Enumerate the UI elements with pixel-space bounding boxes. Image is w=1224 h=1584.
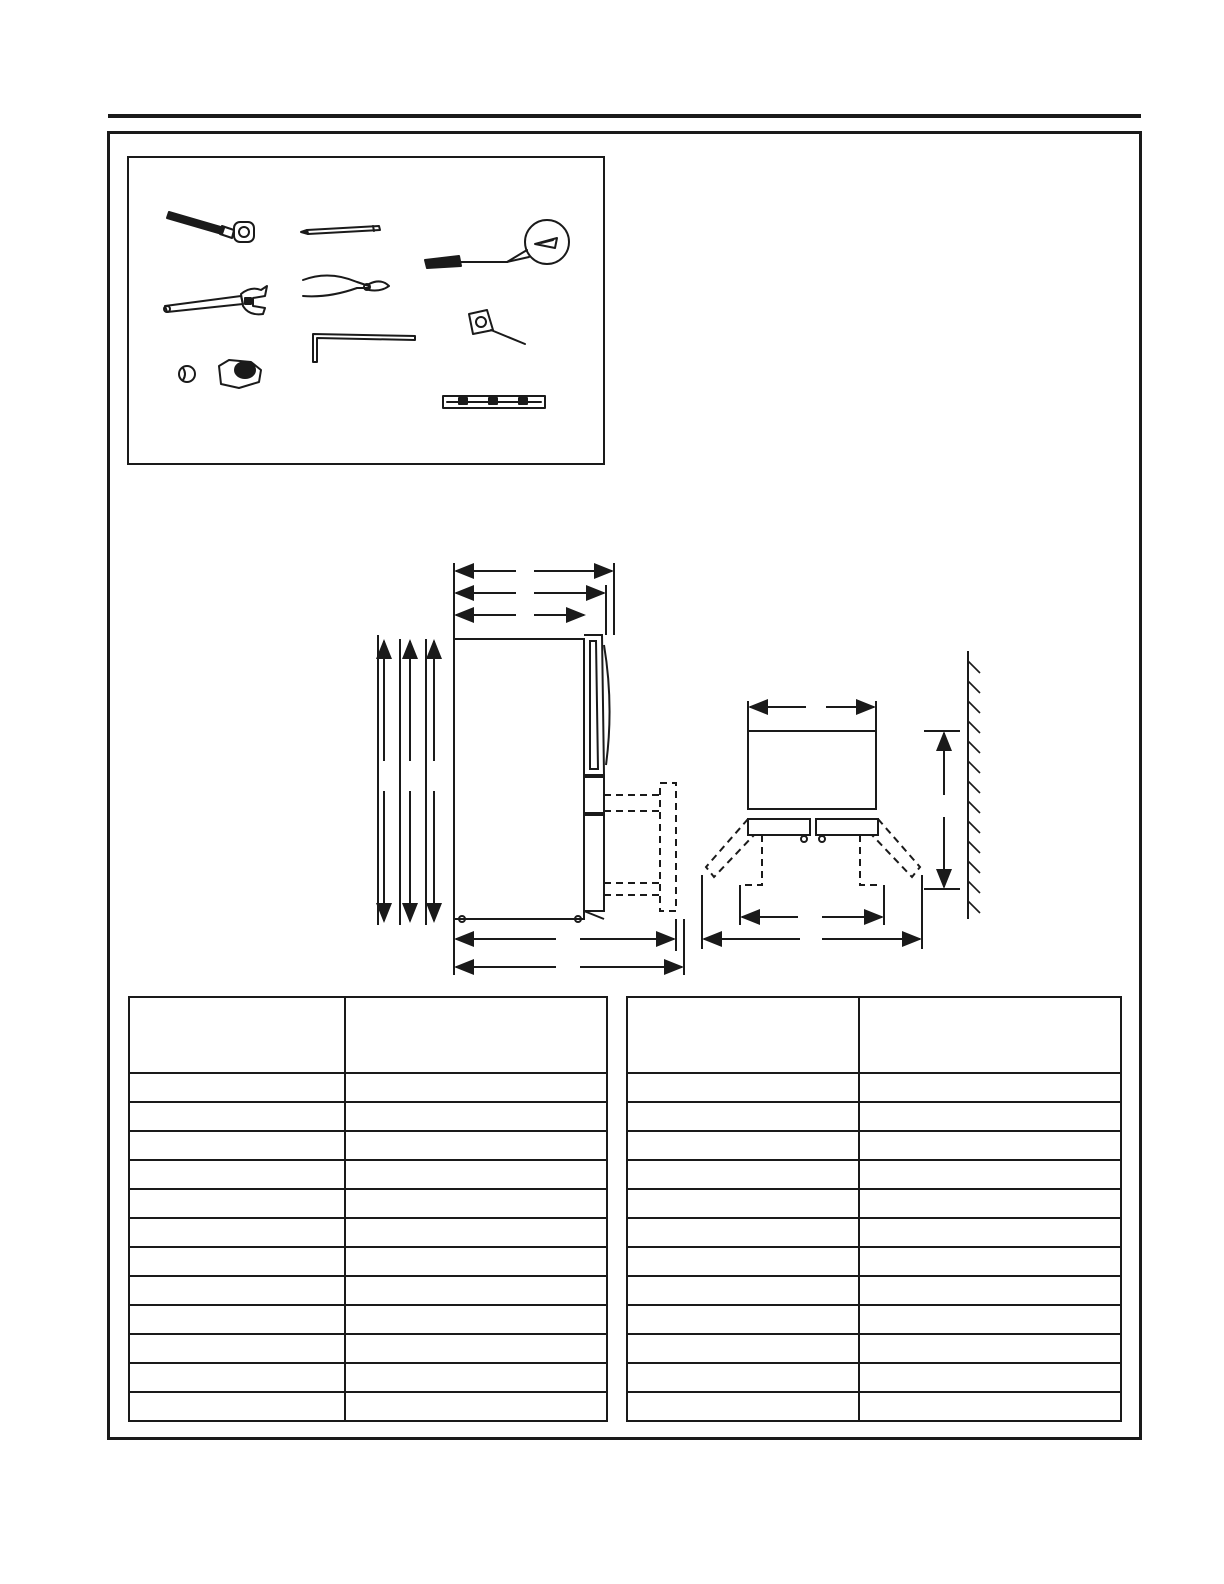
table-cell	[859, 1160, 1121, 1189]
table-cell	[627, 1363, 859, 1392]
table-header-row	[129, 997, 607, 1073]
table-cell	[345, 1218, 607, 1247]
table-cell	[129, 1363, 345, 1392]
tools-panel	[127, 156, 605, 465]
table-row	[129, 1073, 607, 1102]
table-row	[627, 1305, 1121, 1334]
table-row	[627, 1073, 1121, 1102]
dimension-diagram	[360, 555, 1000, 985]
table-row	[627, 1218, 1121, 1247]
table-row	[627, 1247, 1121, 1276]
table-cell	[859, 1131, 1121, 1160]
table-cell	[627, 1218, 859, 1247]
table-cell	[345, 1305, 607, 1334]
table-cell	[859, 1276, 1121, 1305]
side-view	[378, 563, 684, 975]
table-cell	[627, 1276, 859, 1305]
socket-wrench-icon	[167, 212, 254, 242]
table-cell	[345, 1392, 607, 1421]
table-cell	[627, 1160, 859, 1189]
table-header-cell	[129, 997, 345, 1073]
dimension-table-right	[626, 996, 1122, 1422]
tape-measure-icon	[469, 310, 525, 344]
table-cell	[345, 1160, 607, 1189]
table-row	[129, 1247, 607, 1276]
table-cell	[627, 1392, 859, 1421]
header-rule	[108, 114, 1141, 118]
hex-key-icon	[313, 334, 415, 362]
table-cell	[129, 1305, 345, 1334]
table-cell	[627, 1131, 859, 1160]
pencil-icon	[301, 226, 380, 234]
dimension-table-left	[128, 996, 608, 1422]
table-cell	[859, 1218, 1121, 1247]
table-cell	[859, 1334, 1121, 1363]
table-row	[129, 1276, 607, 1305]
table-cell	[129, 1334, 345, 1363]
table-cell	[859, 1102, 1121, 1131]
table-row	[627, 1160, 1121, 1189]
table-row	[129, 1305, 607, 1334]
level-icon	[443, 396, 545, 408]
phillips-screwdriver-icon	[425, 220, 569, 268]
table-row	[129, 1131, 607, 1160]
table-row	[129, 1218, 607, 1247]
table-row	[627, 1189, 1121, 1218]
table-header-cell	[627, 997, 859, 1073]
table-cell	[129, 1189, 345, 1218]
table-row	[129, 1334, 607, 1363]
table-cell	[627, 1305, 859, 1334]
compression-nut-icon	[219, 360, 261, 388]
table-header-row	[627, 997, 1121, 1073]
table-row	[129, 1102, 607, 1131]
table-cell	[859, 1189, 1121, 1218]
table-row	[627, 1363, 1121, 1392]
table-cell	[129, 1131, 345, 1160]
table-cell	[345, 1276, 607, 1305]
table-cell	[129, 1073, 345, 1102]
pliers-icon	[303, 275, 389, 296]
top-view	[702, 651, 980, 949]
table-cell	[129, 1392, 345, 1421]
table-cell	[345, 1073, 607, 1102]
table-cell	[345, 1189, 607, 1218]
table-row	[129, 1160, 607, 1189]
table-cell	[859, 1363, 1121, 1392]
table-cell	[345, 1363, 607, 1392]
ferrule-icon	[179, 366, 195, 382]
table-cell	[345, 1334, 607, 1363]
table-cell	[129, 1247, 345, 1276]
table-cell	[859, 1073, 1121, 1102]
table-cell	[627, 1247, 859, 1276]
table-cell	[129, 1102, 345, 1131]
table-row	[627, 1276, 1121, 1305]
table-cell	[627, 1102, 859, 1131]
table-cell	[345, 1247, 607, 1276]
table-row	[627, 1102, 1121, 1131]
table-cell	[129, 1218, 345, 1247]
table-cell	[627, 1334, 859, 1363]
adjustable-wrench-icon	[164, 286, 267, 314]
table-row	[627, 1131, 1121, 1160]
table-cell	[627, 1073, 859, 1102]
table-row	[129, 1363, 607, 1392]
table-cell	[129, 1276, 345, 1305]
table-row	[129, 1392, 607, 1421]
table-row	[627, 1392, 1121, 1421]
table-cell	[129, 1160, 345, 1189]
table-header-cell	[345, 997, 607, 1073]
table-cell	[859, 1392, 1121, 1421]
table-cell	[627, 1189, 859, 1218]
table-row	[129, 1189, 607, 1218]
table-cell	[859, 1305, 1121, 1334]
table-header-cell	[859, 997, 1121, 1073]
table-cell	[345, 1131, 607, 1160]
table-row	[627, 1334, 1121, 1363]
table-cell	[345, 1102, 607, 1131]
table-cell	[859, 1247, 1121, 1276]
